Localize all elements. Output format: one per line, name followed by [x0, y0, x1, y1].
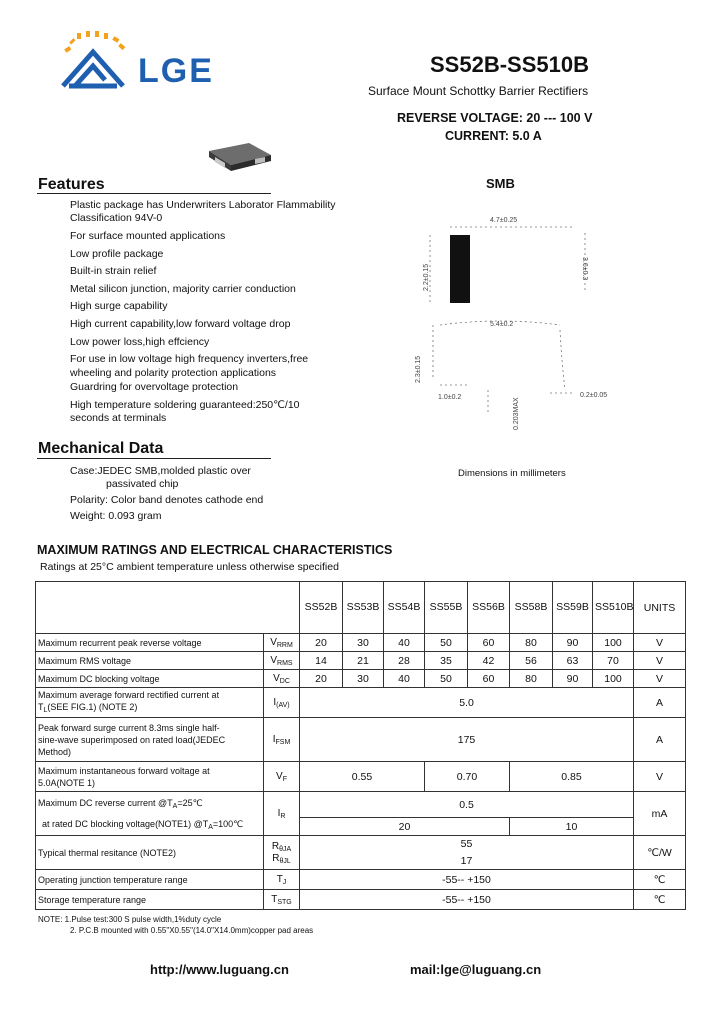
col-part: SS55B — [425, 582, 468, 634]
part-number-title: SS52B-SS510B — [430, 52, 589, 77]
package-body-top-view — [450, 235, 470, 303]
table-row: Operating junction temperature range $T_J$ -55-- +150 ℃ — [36, 870, 686, 890]
col-part: SS53B — [343, 582, 384, 634]
feature-item: Low power loss,high effciency — [70, 335, 210, 348]
part-subtitle: Surface Mount Schottky Barrier Rectifiers — [368, 84, 589, 98]
dim-left: 2.2±0.15 — [423, 263, 430, 291]
ratings-subtitle: Ratings at 25°C ambient temperature unless otherwise specified — [40, 561, 339, 573]
col-part: SS54B — [384, 582, 425, 634]
feature-item: Built-in strain relief — [70, 265, 157, 278]
table-row: Maximum recurrent peak reverse voltage $V_{RRM}$ 20 30 40 50 60 80 90 100 V — [36, 634, 686, 652]
dim-mid: 5.4±0.2 — [490, 321, 514, 328]
dim-right: 3.6±0.3 — [581, 257, 588, 281]
feature-item: For surface mounted applications — [70, 230, 226, 242]
feature-item: For use in low voltage high frequency inverters,free wheeling and polarity protection applications — [70, 353, 309, 379]
col-part: SS56B — [468, 582, 510, 634]
brand-name: LGE — [138, 52, 214, 90]
reverse-voltage-spec: REVERSE VOLTAGE: 20 --- 100 V — [397, 111, 593, 125]
feature-item: High temperature soldering guaranteed:250℃/10 seconds at terminals — [70, 398, 300, 424]
col-units: UNITS — [634, 582, 686, 634]
table-row: Maximum average forward rectified current at $T_L(SEE$ FIG.1) (NOTE 2) $I_{(AV)}$ 5.0 A — [36, 688, 686, 718]
notes — [38, 914, 313, 936]
dimension-caption: Dimensions in millimeters — [458, 468, 566, 479]
table-row: Typical thermal resitance (NOTE2) $R_{\theta JA}$ $R_{\theta JL}$ 55 17 ℃/W — [36, 836, 686, 870]
dim-bottom: 1.0±0.2 — [438, 394, 462, 401]
col-part: SS58B — [510, 582, 553, 634]
smb-package-image — [205, 137, 275, 177]
feature-item: High surge capability — [70, 300, 168, 313]
sunburst-icon — [64, 31, 125, 53]
mechanical-list — [70, 465, 330, 526]
feature-item: Guardring for overvoltage protection — [70, 380, 239, 393]
table-row: Maximum DC reverse current $@T_A=25℃$ $I_R$ 0.5 mA — [36, 792, 686, 818]
dim-right2: 0.2±0.05 — [580, 392, 608, 399]
note-2: 2. P.C.B mounted with 0.55"X0.55"(14.0"X14.0mm)copper pad areas — [70, 926, 314, 935]
mech-case: Case:JEDEC SMB,molded plastic over — [70, 465, 251, 477]
mech-weight: Weight: 0.093 gram — [70, 510, 162, 523]
feature-item: Metal silicon junction, majority carrier conduction — [70, 282, 296, 295]
features-list — [70, 199, 340, 430]
triangle-icon — [63, 52, 123, 86]
footer-email-link[interactable]: mail:lge@luguang.cn — [410, 962, 542, 977]
mechanical-divider — [37, 458, 271, 459]
feature-item: Plastic package has Underwriters Laborator Flammability Classification 94V-0 — [70, 199, 336, 225]
col-part: SS59B — [553, 582, 593, 634]
col-part: SS510B — [593, 582, 634, 634]
table-row: Maximum DC blocking voltage $V_{DC}$ 20 30 40 50 60 80 90 100 V — [36, 670, 686, 688]
col-part: SS52B — [300, 582, 343, 634]
feature-item: High current capability,low forward voltage drop — [70, 317, 291, 330]
features-divider — [37, 193, 271, 194]
package-name: SMB — [486, 176, 515, 191]
mech-polarity: Polarity: Color band denotes cathode end — [70, 494, 264, 507]
dim-top: 4.7±0.25 — [490, 217, 518, 224]
dim-vert: 0.203MAX — [513, 397, 520, 430]
mechanical-heading: Mechanical Data — [38, 440, 164, 457]
dim-left2: 2.3±0.15 — [415, 355, 422, 383]
features-heading: Features — [38, 176, 105, 193]
mech-case-cont: passivated chip — [106, 478, 179, 491]
footer-website-link[interactable]: http://www.luguang.cn — [150, 962, 289, 977]
table-row: Maximum instantaneous forward voltage at 5.0A(NOTE 1) $V_F$ 0.55 0.70 0.85 V — [36, 762, 686, 792]
current-spec: CURRENT: 5.0 A — [445, 129, 542, 143]
note-1: NOTE: 1.Pulse test:300 S pulse width,1%duty cycle — [38, 915, 222, 924]
ratings-title: MAXIMUM RATINGS AND ELECTRICAL CHARACTERISTICS — [37, 543, 393, 557]
table-header-row — [36, 582, 686, 634]
feature-item: Low profile package — [70, 247, 164, 260]
table-row: at rated DC blocking voltage(NOTE1) $@T_A=100℃$ 20 10 — [36, 818, 686, 836]
table-row: Peak forward surge current 8.3ms single half- sine-wave superimposed on rated load(JEDEC Method) $I_{FSM}$ 175 A — [36, 718, 686, 762]
dimension-drawing — [400, 205, 630, 455]
table-row: Storage temperature range $T_{STG}$ -55-- +150 ℃ — [36, 890, 686, 910]
ratings-table — [35, 581, 686, 910]
table-row: Maximum RMS voltage $V_{RMS}$ 14 21 28 35 42 56 63 70 V — [36, 652, 686, 670]
